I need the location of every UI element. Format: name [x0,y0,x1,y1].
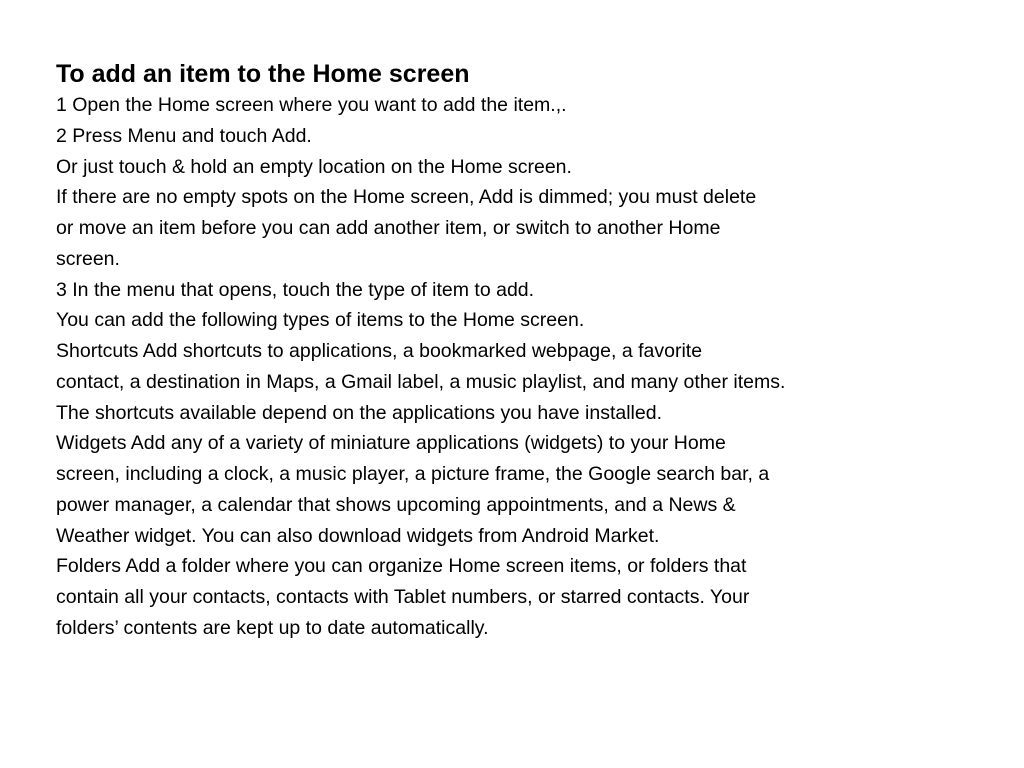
body-text [56,90,996,644]
text-line: contact, a destination in Maps, a Gmail label, a music playlist, and many other items. [56,370,786,393]
text-line: Folders Add a folder where you can organize Home screen items, or folders that [56,555,747,578]
text-line: You can add the following types of items to the Home screen. [56,309,585,332]
slide-title: To add an item to the Home screen [56,60,470,88]
text-line: contain all your contacts, contacts with Tablet numbers, or starred contacts. Your [56,586,750,608]
text-line: 1 Open the Home screen where you want to add the item.,. [56,94,567,116]
text-line: 3 In the menu that opens, touch the type of item to add. [56,278,535,301]
slide-content [56,58,996,644]
text-line: Weather widget. You can also download widgets from Android Market. [56,524,660,547]
text-line: The shortcuts available depend on the applications you have installed. [56,401,662,424]
text-line: Shortcuts Add shortcuts to applications, a bookmarked webpage, a favorite [56,340,703,362]
text-line: Or just touch & hold an empty location on the Home screen. [56,155,572,178]
text-line: or move an item before you can add another item, or switch to another Home [56,217,721,239]
text-line: 2 Press Menu and touch Add. [56,124,312,147]
text-line: folders’ contents are kept up to date automatically. [56,616,489,639]
text-line: screen, including a clock, a music player, a picture frame, the Google search bar, a [56,463,770,485]
text-line: If there are no empty spots on the Home screen, Add is dimmed; you must delete [56,186,757,209]
text-line: Widgets Add any of a variety of miniature applications (widgets) to your Home [56,432,726,455]
text-line: power manager, a calendar that shows upcoming appointments, and a News & [56,493,736,516]
text-line: screen. [56,247,120,270]
